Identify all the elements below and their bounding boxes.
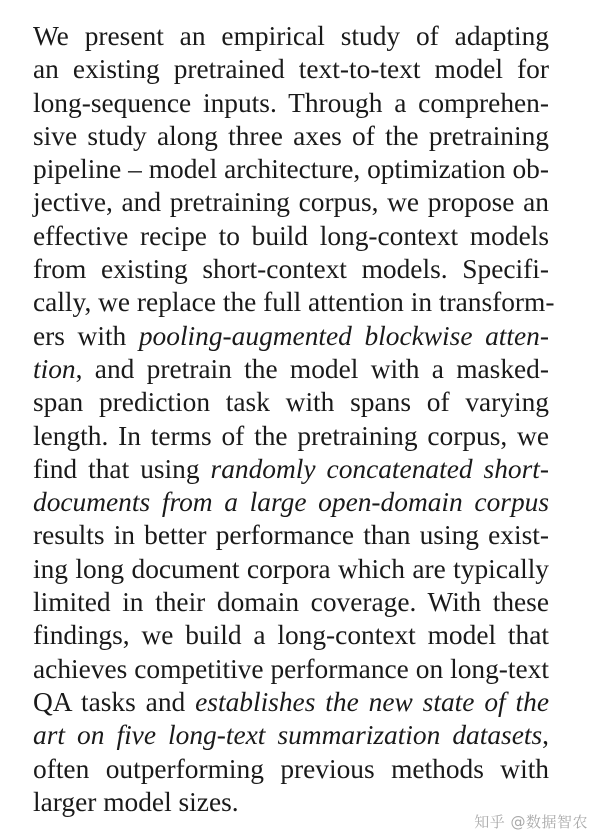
abstract-line: ers with pooling-augmented blockwise atten-	[33, 320, 549, 351]
abstract-paragraph	[33, 20, 555, 819]
abstract-line: tion, and pretrain the model with a masked-	[33, 353, 549, 384]
emphasis-text: randomly concatenated short-	[210, 453, 549, 484]
emphasis-text: pooling-augmented blockwise atten-	[138, 320, 549, 351]
abstract-line: findings, we build a long-context model that	[33, 620, 549, 651]
abstract-line: results in better performance than using exist-	[33, 520, 549, 551]
watermark: 知乎 @数据智农	[474, 813, 588, 831]
abstract-line: pipeline – model architecture, optimization ob-	[33, 154, 549, 185]
abstract-line: limited in their domain coverage. With these	[33, 587, 549, 618]
abstract-line: jective, and pretraining corpus, we propose an	[33, 187, 549, 218]
emphasis-text: art on five long-text summarization datasets	[33, 720, 543, 751]
abstract-line: sive study along three axes of the pretraining	[33, 120, 549, 151]
abstract-line: find that using randomly concatenated short-	[33, 453, 549, 484]
abstract-line: often outperforming previous methods with	[33, 753, 549, 784]
abstract-line: from existing short-context models. Specifi-	[33, 254, 549, 285]
emphasis-text: documents from a large open-domain corpus	[33, 487, 549, 518]
abstract-line: cally, we replace the full attention in transform-	[33, 287, 555, 318]
abstract-line: We present an empirical study of adapting	[33, 21, 549, 51]
abstract-line: larger model sizes.	[33, 786, 239, 817]
abstract-line	[33, 486, 549, 519]
emphasis-text: tion	[33, 353, 76, 384]
abstract-line: span prediction task with spans of varying	[33, 387, 549, 418]
abstract-line: length. In terms of the pretraining corpus, we	[33, 420, 549, 451]
abstract-line: achieves competitive performance on long-text	[33, 653, 549, 684]
emphasis-text: establishes the new state of the	[195, 686, 550, 717]
abstract-line: effective recipe to build long-context models	[33, 220, 549, 251]
abstract-line: art on five long-text summarization datasets,	[33, 720, 549, 751]
abstract-line: ing long document corpora which are typically	[33, 553, 549, 584]
abstract-line: QA tasks and establishes the new state of the	[33, 686, 550, 717]
abstract-line: long-sequence inputs. Through a comprehen-	[33, 87, 549, 118]
abstract-line: an existing pretrained text-to-text model for	[33, 54, 549, 85]
